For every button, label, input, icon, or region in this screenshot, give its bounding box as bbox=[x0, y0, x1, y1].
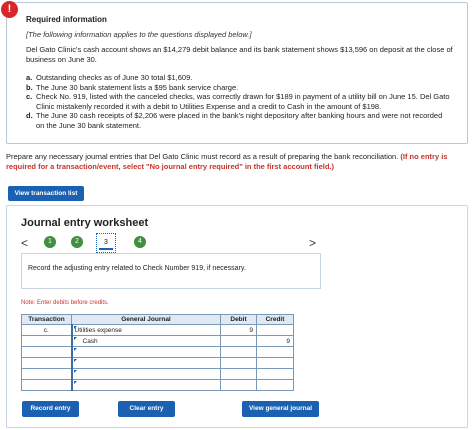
required-information-subtitle: [The following information applies to the questions displayed below.] bbox=[26, 30, 252, 39]
active-step-indicator bbox=[99, 248, 113, 250]
credit-column-header: Credit bbox=[257, 315, 294, 325]
debit-input[interactable] bbox=[221, 380, 257, 391]
question-prompt-note: (If no entry is required for a transaction/event, select "No journal entry required" in the first account field.) bbox=[6, 152, 448, 171]
required-information-title: Required information bbox=[26, 15, 107, 24]
account-select[interactable] bbox=[72, 336, 221, 347]
debits-note: Note: Enter debits before credits. bbox=[21, 300, 109, 306]
list-item-text: Check No. 919, listed with the canceled checks, was correctly drawn for $189 in payment of a utility bill on June 15. Del Gato Clinic mistakenly recorded it with a debit to Utilities Expense and a credit to Cash in the amount of $198. bbox=[36, 92, 450, 111]
question-prompt bbox=[6, 152, 466, 172]
journal-entry-worksheet bbox=[6, 205, 468, 428]
credit-input[interactable] bbox=[257, 369, 294, 380]
list-item bbox=[26, 73, 451, 83]
step-1-button[interactable]: 1 bbox=[44, 236, 56, 248]
list-item-letter: c. bbox=[26, 92, 33, 101]
view-general-journal-button[interactable]: View general journal bbox=[242, 401, 319, 417]
debit-input[interactable] bbox=[221, 347, 257, 358]
list-item-letter: d. bbox=[26, 111, 33, 120]
credit-input[interactable] bbox=[257, 347, 294, 358]
dropdown-marker-icon bbox=[74, 337, 77, 340]
account-select[interactable] bbox=[72, 347, 221, 358]
table-row bbox=[22, 336, 294, 347]
question-prompt-text: Prepare any necessary journal entries that Del Gato Clinic must record as a result of preparing the bank reconciliation. bbox=[6, 152, 401, 161]
dropdown-marker-icon bbox=[74, 348, 77, 351]
step-2-button[interactable]: 2 bbox=[71, 236, 83, 248]
transaction-cell bbox=[22, 380, 72, 391]
required-information-panel bbox=[6, 2, 468, 144]
table-row bbox=[22, 358, 294, 369]
list-item-text: Outstanding checks as of June 30 total $1,609. bbox=[36, 73, 193, 82]
transaction-column-header: Transaction bbox=[22, 315, 72, 325]
step-3-button[interactable] bbox=[96, 233, 116, 253]
account-select[interactable] bbox=[72, 325, 221, 336]
account-select[interactable] bbox=[72, 380, 221, 391]
step-3-label: 3 bbox=[104, 239, 108, 246]
instruction-box bbox=[21, 253, 321, 289]
dropdown-marker-icon bbox=[74, 370, 77, 373]
list-item bbox=[26, 111, 451, 130]
table-row bbox=[22, 369, 294, 380]
list-item-text: The June 30 bank statement lists a $95 bank service charge. bbox=[36, 82, 239, 92]
transaction-cell bbox=[22, 369, 72, 380]
general-journal-column-header: General Journal bbox=[72, 315, 221, 325]
worksheet-title: Journal entry worksheet bbox=[21, 217, 149, 229]
transaction-cell bbox=[22, 358, 72, 369]
credit-input[interactable] bbox=[257, 358, 294, 369]
step-4-button[interactable]: 4 bbox=[134, 236, 146, 248]
account-select[interactable] bbox=[72, 369, 221, 380]
requirement-list bbox=[26, 73, 451, 130]
credit-input[interactable] bbox=[257, 380, 294, 391]
transaction-cell: c. bbox=[22, 325, 72, 336]
record-entry-button[interactable]: Record entry bbox=[22, 401, 79, 417]
table-row bbox=[22, 347, 294, 358]
chevron-left-icon[interactable]: < bbox=[21, 236, 29, 250]
list-item bbox=[26, 92, 451, 111]
transaction-cell bbox=[22, 347, 72, 358]
table-row bbox=[22, 380, 294, 391]
account-select[interactable] bbox=[72, 358, 221, 369]
debit-input[interactable]: 9 bbox=[221, 325, 257, 336]
debit-input[interactable] bbox=[221, 336, 257, 347]
chevron-right-icon[interactable]: > bbox=[309, 236, 317, 250]
credit-input[interactable]: 9 bbox=[257, 336, 294, 347]
alert-icon: ! bbox=[1, 1, 18, 18]
debit-column-header: Debit bbox=[221, 315, 257, 325]
credit-input[interactable] bbox=[257, 325, 294, 336]
clear-entry-button[interactable]: Clear entry bbox=[118, 401, 175, 417]
required-information-paragraph: Del Gato Clinic's cash account shows an $14,279 debit balance and its bank statement shows $13,596 on deposit at the close of business on June 30. bbox=[26, 45, 453, 64]
list-item bbox=[26, 83, 451, 93]
list-item-text: The June 30 cash receipts of $2,206 were placed in the bank's night depository after banking hours and were not recorded on the June 30 bank statement. bbox=[36, 111, 443, 130]
debit-input[interactable] bbox=[221, 369, 257, 380]
journal-entry-table bbox=[21, 314, 294, 391]
debit-input[interactable] bbox=[221, 358, 257, 369]
transaction-cell bbox=[22, 336, 72, 347]
list-item-letter: a. bbox=[26, 73, 33, 82]
dropdown-marker-icon bbox=[74, 381, 77, 384]
table-row bbox=[22, 325, 294, 336]
list-item-letter: b. bbox=[26, 82, 33, 92]
account-value: Utilities expense bbox=[74, 326, 122, 334]
dropdown-marker-icon bbox=[74, 359, 77, 362]
dropdown-marker-icon bbox=[74, 326, 77, 329]
account-value: Cash bbox=[82, 337, 98, 345]
instruction-text: Record the adjusting entry related to Check Number 919, if necessary. bbox=[28, 265, 246, 272]
view-transaction-list-button[interactable]: View transaction list bbox=[8, 186, 84, 201]
